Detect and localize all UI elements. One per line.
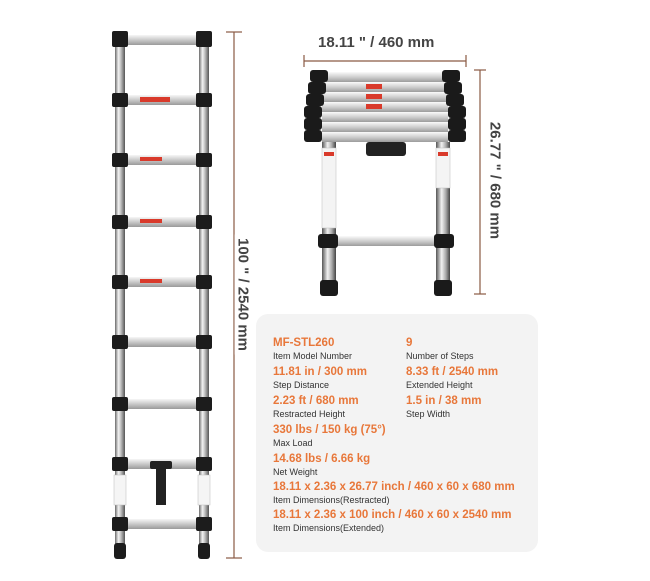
spec-step-width: 1.5 in / 38 mm Step Width <box>406 395 482 419</box>
spec-restracted-height: 2.23 ft / 680 mm Restracted Height <box>273 395 359 419</box>
spec-steps: 9 Number of Steps <box>406 337 474 361</box>
extended-ladder-image <box>100 25 225 565</box>
spec-dimensions-extended: 18.11 x 2.36 x 100 inch / 460 x 60 x 2540 mm Item Dimensions(Extended) <box>273 509 512 533</box>
spec-net-weight: 14.68 lbs / 6.66 kg Net Weight <box>273 453 371 477</box>
spec-card <box>256 314 538 552</box>
width-label: 18.11 " / 460 mm <box>318 34 435 51</box>
retracted-ladder-image <box>302 68 468 300</box>
spec-model: MF-STL260 Item Model Number <box>273 337 353 361</box>
full-height-label: 100 " / 2540 mm <box>235 235 252 355</box>
spec-dimensions-restracted: 18.11 x 2.36 x 26.77 inch / 460 x 60 x 680 mm Item Dimensions(Restracted) <box>273 481 515 505</box>
spec-max-load: 330 lbs / 150 kg (75°) Max Load <box>273 424 386 448</box>
width-dimension-line <box>300 54 470 68</box>
spec-extended-height: 8.33 ft / 2540 mm Extended Height <box>406 366 499 390</box>
retracted-height-label: 26.77 " / 680 mm <box>486 121 504 240</box>
spec-step-distance: 11.81 in / 300 mm Step Distance <box>273 366 367 390</box>
